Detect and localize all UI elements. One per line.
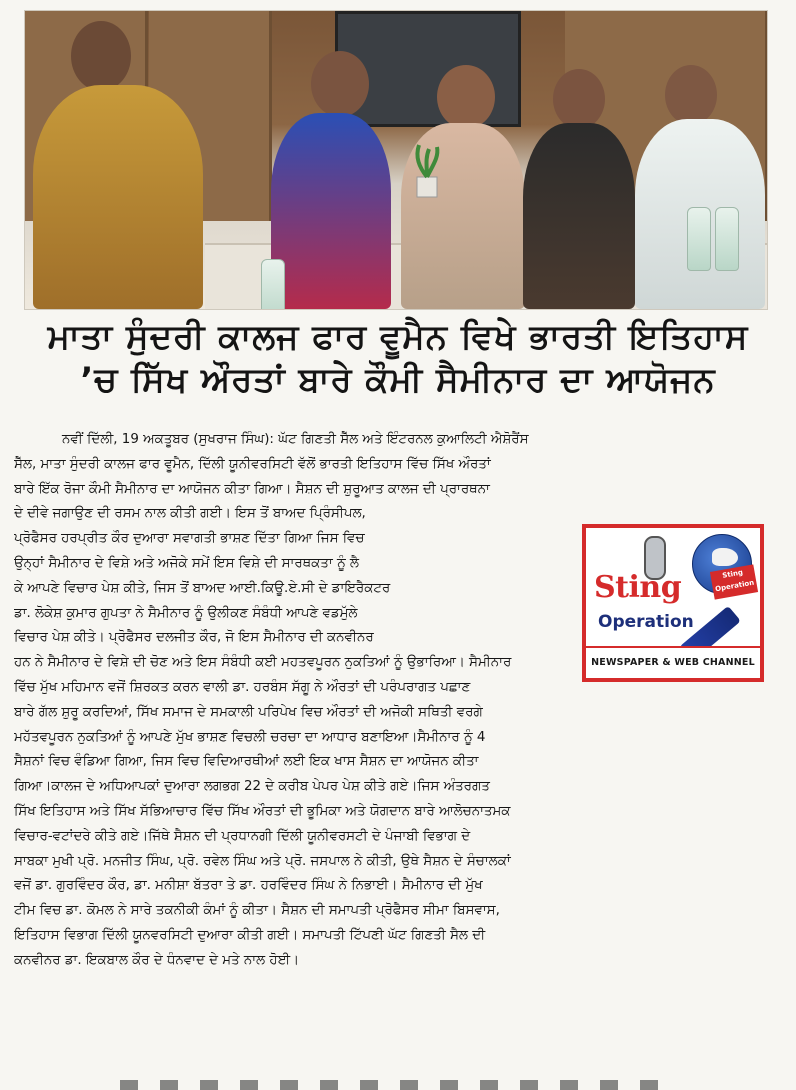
sting-operation-logo bbox=[582, 524, 764, 682]
headline-line-1: ਮਾਤਾ ਸੁੰਦਰੀ ਕਾਲਜ ਫਾਰ ਵੂਮੈਨ ਵਿਖੇ ਭਾਰਤੀ ਇਤਿਹਾਸ bbox=[47, 317, 749, 357]
water-bottle bbox=[261, 259, 285, 310]
article-line: ਨਵੀਂ ਦਿੱਲੀ, 19 ਅਕਤੂਬਰ (ਸੁਖਰਾਜ ਸਿੰਘ): ਘੱਟ ਗਿਣਤੀ ਸੈੱਲ ਅਤੇ ਇੰਟਰਨਲ ਕੁਆਲਿਟੀ ਐਸ਼ੋਰੈਂਸ bbox=[62, 432, 529, 447]
article-line: ਸਿੱਖ ਇਤਿਹਾਸ ਅਤੇ ਸਿੱਖ ਸੱਭਿਆਚਾਰ ਵਿੱਚ ਸਿੱਖ ਔਰਤਾਂ ਦੀ ਭੂਮਿਕਾ ਅਤੇ ਯੋਗਦਾਨ ਬਾਰੇ ਆਲੋਚਨਾਤਮਕ bbox=[14, 803, 511, 819]
article-line: ਹਨ ਨੇ ਸੈਮੀਨਾਰ ਦੇ ਵਿਸ਼ੇ ਦੀ ਚੋਣ ਅਤੇ ਇਸ ਸੰਬੰਧੀ ਕਈ ਮਹਤਵਪੂਰਨ ਨੁਕਤਿਆਂ ਨੂੰ ਉਭਾਰਿਆ। ਸੈਮੀਨਾਰ bbox=[14, 655, 512, 671]
article-line: ਸੈਸ਼ਨਾਂ ਵਿਚ ਵੰਡਿਆ ਗਿਆ, ਜਿਸ ਵਿਚ ਵਿਦਿਆਰਥੀਆਂ ਲਈ ਇਕ ਖਾਸ ਸੈਸ਼ਨ ਦਾ ਆਯੋਜਨ ਕੀਤਾ bbox=[14, 754, 479, 770]
article-line: ਗਿਆ।ਕਾਲਜ ਦੇ ਅਧਿਆਪਕਾਂ ਦੁਆਰਾ ਲਗਭਗ 22 ਦੇ ਕਰੀਬ ਪੇਪਰ ਪੇਸ਼ ਕੀਤੇ ਗਏ।ਜਿਸ ਅੰਤਰਗਤ bbox=[14, 779, 490, 795]
event-photo bbox=[24, 10, 768, 310]
logo-brand: Sting bbox=[594, 570, 682, 605]
globe-land bbox=[712, 548, 738, 566]
article-line: ਵਿਚਾਰ-ਵਟਾਂਦਰੇ ਕੀਤੇ ਗਏ।ਜਿੱਥੇ ਸੈਸ਼ਨ ਦੀ ਪ੍ਰਧਾਨਗੀ ਦਿੱਲੀ ਯੂਨੀਵਰਸਟੀ ਦੇ ਪੰਜਾਬੀ ਵਿਭਾਗ ਦੇ bbox=[14, 828, 471, 844]
article-line: ਉਨ੍ਹਾਂ ਸੈਮੀਨਾਰ ਦੇ ਵਿਸ਼ੇ ਅਤੇ ਅਜੋਕੇ ਸਮੇਂ ਇਸ ਵਿਸ਼ੇ ਦੀ ਸਾਰਥਕਤਾ ਨੂੰ ਲੈ bbox=[14, 555, 359, 571]
water-bottle bbox=[687, 207, 711, 271]
cut-off-next-headline bbox=[120, 1080, 680, 1090]
article-line: ਪ੍ਰੋਫੈਸਰ ਹਰਪ੍ਰੀਤ ਕੌਰ ਦੁਆਰਾ ਸਵਾਗਤੀ ਭਾਸ਼ਣ ਦਿੱਤਾ ਗਿਆ ਜਿਸ ਵਿਚ bbox=[14, 531, 365, 547]
article-line: ਟੀਮ ਵਿਚ ਡਾ. ਕੋਮਲ ਨੇ ਸਾਰੇ ਤਕਨੀਕੀ ਕੰਮਾਂ ਨੂੰ ਕੀਤਾ। ਸੈਸ਼ਨ ਦੀ ਸਮਾਪਤੀ ਪ੍ਰੋਫੈਸਰ ਸੀਮਾ ਬਿਸਵਾਸ, bbox=[14, 903, 500, 919]
article-line: ਕਨਵੀਨਰ ਡਾ. ਇਕਬਾਲ ਕੌਰ ਦੇ ਧੰਨਵਾਦ ਦੇ ਮਤੇ ਨਾਲ ਹੋਈ। bbox=[14, 952, 300, 968]
article-line: ਇਤਿਹਾਸ ਵਿਭਾਗ ਦਿੱਲੀ ਯੂਨਵਰਸਿਟੀ ਦੁਆਰਾ ਕੀਤੀ ਗਈ। ਸਮਾਪਤੀ ਟਿੱਪਣੀ ਘੱਟ ਗਿਣਤੀ ਸੈਲ ਦੀ bbox=[14, 927, 486, 943]
article-line: ਮਹੱਤਵਪੂਰਨ ਨੁਕਤਿਆਂ ਨੂੰ ਆਪਣੇ ਮੁੱਖ ਭਾਸ਼ਣ ਵਿਚਲੀ ਚਰਚਾ ਦਾ ਆਧਾਰ ਬਣਾਇਆ।ਸੈਮੀਨਾਰ ਨੂੰ 4 bbox=[14, 729, 486, 745]
article-line: ਵਜੋਂ ਡਾ. ਗੁਰਵਿੰਦਰ ਕੌਰ, ਡਾ. ਮਨੀਸ਼ਾ ਬੱਤਰਾ ਤੇ ਡਾ. ਹਰਵਿੰਦਰ ਸਿੰਘ ਨੇ ਨਿਭਾਈ। ਸੈਮੀਨਾਰ ਦੀ ਮੁੱਖ bbox=[14, 878, 483, 894]
article-line: ਸਾਬਕਾ ਮੁਖੀ ਪ੍ਰੋ. ਮਨਜੀਤ ਸਿੰਘ, ਪ੍ਰੋ. ਰਵੇਲ ਸਿੰਘ ਅਤੇ ਪ੍ਰੋ. ਜਸਪਾਲ ਨੇ ਕੀਤੀ, ਉਥੇ ਸੈਸ਼ਨ ਦੇ ਸੰਚਾਲਕਾਂ bbox=[14, 853, 511, 869]
article-line: ਡਾ. ਲੋਕੇਸ਼ ਕੁਮਾਰ ਗੁਪਤਾ ਨੇ ਸੈਮੀਨਾਰ ਨੂੰ ਉਲੀਕਣ ਸੰਬੰਧੀ ਆਪਣੇ ਵਡਮੁੱਲੇ bbox=[14, 605, 358, 621]
article-line: ਬਾਰੇ ਇੱਕ ਰੋਜਾ ਕੌਮੀ ਸੈਮੀਨਾਰ ਦਾ ਆਯੋਜਨ ਕੀਤਾ ਗਿਆ। ਸੈਸ਼ਨ ਦੀ ਸ਼ੁਰੂਆਤ ਕਾਲਜ ਦੀ ਪ੍ਰਾਰਥਨਾ bbox=[14, 481, 490, 497]
headline-line-2: ’ਚ ਸਿੱਖ ਔਰਤਾਂ ਬਾਰੇ ਕੌਮੀ ਸੈਮੀਨਾਰ ਦਾ ਆਯੋਜਨ bbox=[80, 360, 716, 400]
article-line: ਵਿੱਚ ਮੁੱਖ ਮਹਿਮਾਨ ਵਜੋਂ ਸ਼ਿਰਕਤ ਕਰਨ ਵਾਲੀ ਡਾ. ਹਰਬੰਸ ਸੱਗੂ ਨੇ ਔਰਤਾਂ ਦੀ ਪਰੰਪਰਾਗਤ ਪਛਾਣ bbox=[14, 679, 471, 695]
article-body bbox=[14, 428, 772, 974]
water-bottle bbox=[715, 207, 739, 271]
article-line: ਬਾਰੇ ਗੱਲ ਸ਼ੁਰੂ ਕਰਦਿਆਂ, ਸਿੱਖ ਸਮਾਜ ਦੇ ਸਮਕਾਲੀ ਪਰਿਪੇਖ ਵਿਚ ਔਰਤਾਂ ਦੀ ਅਜੋਕੀ ਸਥਿਤੀ ਵਰਗੇ bbox=[14, 704, 483, 720]
logo-channel-text: NEWSPAPER & WEB CHANNEL bbox=[586, 646, 760, 678]
article-line: ਸੈੱਲ, ਮਾਤਾ ਸੁੰਦਰੀ ਕਾਲਜ ਫਾਰ ਵੂਮੈਨ, ਦਿੱਲੀ ਯੂਨੀਵਰਸਿਟੀ ਵੱਲੋਂ ਭਾਰਤੀ ਇਤਿਹਾਸ ਵਿੱਚ ਸਿੱਖ ਔਰਤਾਂ bbox=[14, 456, 491, 472]
logo-brand-line2: Operation bbox=[598, 612, 694, 632]
article-line: ਦੇ ਦੀਵੇ ਜਗਾਉਣ ਦੀ ਰਸਮ ਨਾਲ ਕੀਤੀ ਗਈ। ਇਸ ਤੋਂ ਬਾਅਦ ਪ੍ਰਿੰਸੀਪਲ, bbox=[14, 506, 366, 522]
article-line: ਵਿਚਾਰ ਪੇਸ਼ ਕੀਤੇ। ਪ੍ਰੋਫੈਸਰ ਦਲਜੀਤ ਕੌਰ, ਜੋ ਇਸ ਸੈਮੀਨਾਰ ਦੀ ਕਨਵੀਨਰ bbox=[14, 630, 374, 646]
plant-gift-icon bbox=[409, 139, 445, 199]
logo-tag: Sting Operation bbox=[710, 564, 758, 599]
article-line: ਕੇ ਆਪਣੇ ਵਿਚਾਰ ਪੇਸ਼ ਕੀਤੇ, ਜਿਸ ਤੋਂ ਬਾਅਦ ਆਈ.ਕਿਊ.ਏ.ਸੀ ਦੇ ਡਾਇਰੈਕਟਰ bbox=[14, 580, 391, 596]
headline bbox=[22, 316, 774, 402]
